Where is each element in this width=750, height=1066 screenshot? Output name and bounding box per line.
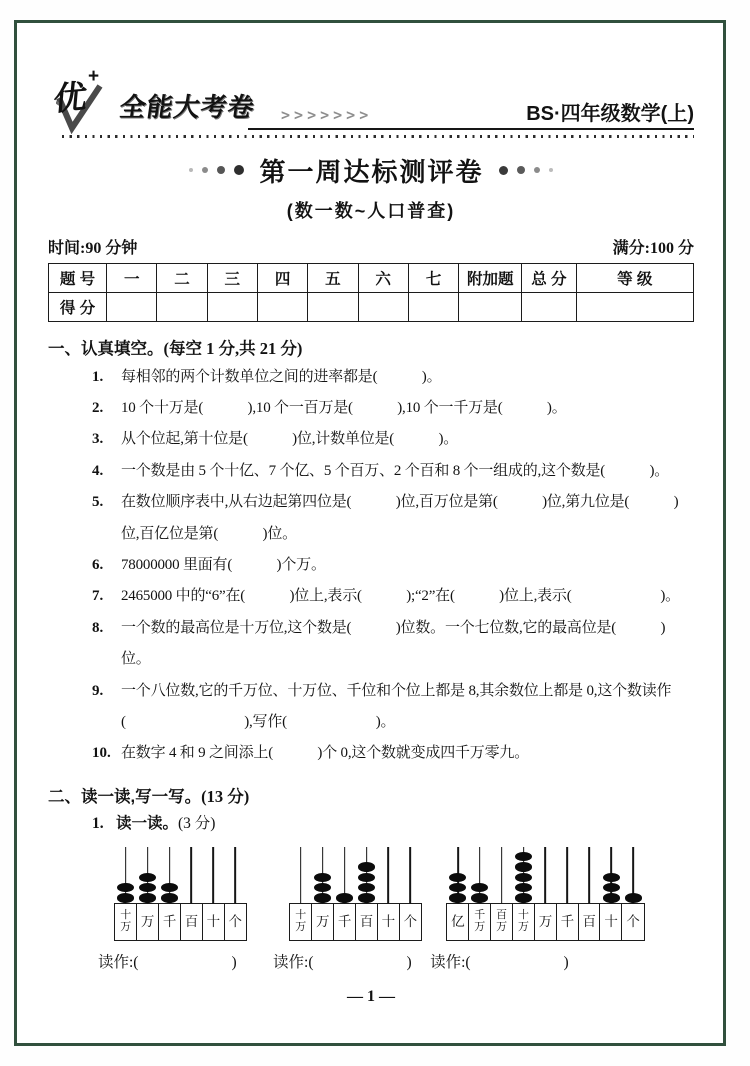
question-item xyxy=(48,393,694,424)
abacus-rod xyxy=(234,847,236,904)
question-text: 从个位起,第十位是( )位,计数单位是( )。 xyxy=(121,431,459,448)
question-text: 78000000 里面有( )个万。 xyxy=(121,557,326,574)
place-value-label: 千 xyxy=(158,903,182,941)
abacus-rod xyxy=(588,847,590,904)
abacus-column xyxy=(202,847,226,941)
score-empty-cell xyxy=(522,292,576,321)
place-value-label: 万 xyxy=(534,903,558,941)
page-header xyxy=(48,66,694,128)
score-table-column-header: 附加题 xyxy=(459,263,522,292)
section-2-heading: 二、读一读,写一写。(13 分) xyxy=(48,786,250,806)
score-empty-cell xyxy=(157,292,207,321)
question-number: 4. xyxy=(92,462,104,479)
abacus-bead xyxy=(358,873,375,883)
abacus-column xyxy=(377,847,401,941)
abacus-diagram xyxy=(273,847,422,972)
test-title: 第一周达标测评卷 xyxy=(259,156,484,187)
question-number: 8. xyxy=(92,619,104,636)
edition-label: BS·四年级数学(上) xyxy=(526,103,694,125)
abacus-column xyxy=(180,847,204,941)
logo-character: 优 xyxy=(51,77,89,118)
question-item xyxy=(48,487,694,550)
abacus-column xyxy=(224,847,248,941)
score-table-column-header: 三 xyxy=(207,263,257,292)
score-table-header-row xyxy=(49,263,694,292)
abacus-bead xyxy=(117,893,134,903)
abacus-rod xyxy=(545,847,547,904)
place-value-label: 百 xyxy=(355,903,379,941)
test-subtitle: (数一数~人口普查) xyxy=(286,200,456,221)
question-number: 3. xyxy=(92,431,104,448)
abacus-column xyxy=(512,847,536,941)
question-item xyxy=(48,456,694,487)
section-2-subquestion-heading: 1. 读一读。(3 分) xyxy=(92,814,216,832)
place-value-label: 十 万 xyxy=(512,903,536,941)
abacus-column xyxy=(490,847,514,941)
score-empty-cell xyxy=(576,292,694,321)
place-value-label: 个 xyxy=(621,903,645,941)
brand-logo xyxy=(48,66,114,128)
place-value-label: 千 xyxy=(333,903,357,941)
place-value-label: 十 万 xyxy=(114,903,138,941)
test-title-row xyxy=(48,152,694,189)
abacus-rod xyxy=(567,847,569,904)
place-value-label: 亿 xyxy=(446,903,470,941)
score-table-column-header: 二 xyxy=(157,263,207,292)
place-value-label: 万 xyxy=(136,903,160,941)
read-as-blank: 读作:( ) xyxy=(98,953,237,971)
score-empty-cell xyxy=(459,292,522,321)
place-value-label: 百 万 xyxy=(490,903,514,941)
abacus-bead xyxy=(314,883,331,893)
place-value-label: 个 xyxy=(224,903,248,941)
abacus-column xyxy=(446,847,470,941)
abacus-column xyxy=(136,847,160,941)
abacus-bead xyxy=(139,883,156,893)
abacus-diagram xyxy=(98,847,247,972)
place-value-label: 个 xyxy=(399,903,423,941)
question-text: 一个数的最高位是十万位,这个数是( )位数。一个七位数,它的最高位是( )位。 xyxy=(121,619,666,668)
question-text: 2465000 中的“6”在( )位上,表示( );“2”在( )位上,表示( )。 xyxy=(121,588,680,605)
abacus-bead xyxy=(139,893,156,903)
series-title: 全能大考卷 xyxy=(117,92,257,122)
score-table-column-header: 等 级 xyxy=(576,263,694,292)
score-empty-cell xyxy=(308,292,358,321)
abacus-bead xyxy=(358,883,375,893)
abacus-bead xyxy=(603,873,620,883)
place-value-label: 千 xyxy=(556,903,580,941)
score-empty-cell xyxy=(257,292,307,321)
question-item xyxy=(48,738,694,769)
question-item xyxy=(48,676,694,739)
score-empty-cell xyxy=(107,292,157,321)
title-dots-right xyxy=(499,166,553,175)
section-1-heading: 一、认真填空。(每空 1 分,共 21 分) xyxy=(48,338,303,358)
abacus-column xyxy=(114,847,138,941)
abacus-columns xyxy=(289,847,422,941)
question-number: 6. xyxy=(92,557,104,574)
abacus-bead xyxy=(449,873,466,883)
score-table-corner-cell: 题 号 xyxy=(49,263,107,292)
chevron-arrows-icon: >>>>>>> xyxy=(281,106,373,124)
abacus-bead xyxy=(314,893,331,903)
abacus-diagram xyxy=(430,847,645,972)
abacus-bead xyxy=(358,893,375,903)
abacus-rod xyxy=(388,847,390,904)
abacus-bead xyxy=(449,883,466,893)
abacus-rod xyxy=(191,847,193,904)
place-value-label: 百 xyxy=(180,903,204,941)
question-number: 10. xyxy=(92,745,111,762)
score-table-score-row xyxy=(49,292,694,321)
score-empty-cell xyxy=(408,292,458,321)
place-value-label: 十 xyxy=(202,903,226,941)
question-number: 2. xyxy=(92,400,104,416)
question-number: 9. xyxy=(92,682,104,699)
score-empty-cell xyxy=(207,292,257,321)
question-item xyxy=(48,424,694,455)
question-text: 每相邻的两个计数单位之间的进率都是( )。 xyxy=(121,368,442,385)
abacus-column xyxy=(399,847,423,941)
question-item xyxy=(48,550,694,581)
abacus-column xyxy=(311,847,335,941)
abacus-columns xyxy=(114,847,247,941)
question-number: 5. xyxy=(92,494,104,511)
abacus-diagrams-row xyxy=(48,847,694,972)
question-number: 7. xyxy=(92,588,104,605)
meta-row xyxy=(48,235,694,258)
abacus-bead xyxy=(515,883,532,893)
question-text: 10 个十万是( ),10 个一百万是( ),10 个一千万是( )。 xyxy=(121,400,567,416)
abacus-bead xyxy=(515,893,532,903)
abacus-bead xyxy=(358,862,375,872)
abacus-column xyxy=(556,847,580,941)
read-as-blank: 读作:( ) xyxy=(430,953,569,971)
question-number: 1. xyxy=(92,368,104,385)
question-text: 在数位顺序表中,从右边起第四位是( )位,百万位是第( )位,第九位是( )位,百亿位是第( )位。 xyxy=(121,494,679,542)
score-table-column-header: 七 xyxy=(408,263,458,292)
score-table xyxy=(48,263,694,322)
abacus-column xyxy=(158,847,182,941)
score-table-column-header: 五 xyxy=(308,263,358,292)
abacus-rod xyxy=(409,847,411,904)
question-item xyxy=(48,362,694,393)
place-value-label: 百 xyxy=(578,903,602,941)
header-rule xyxy=(248,128,694,130)
abacus-column xyxy=(333,847,357,941)
score-table-column-header: 六 xyxy=(358,263,408,292)
abacus-bead xyxy=(161,893,178,903)
abacus-column xyxy=(534,847,558,941)
score-table-column-header: 总 分 xyxy=(522,263,576,292)
question-text: 在数字 4 和 9 之间添上( )个 0,这个数就变成四千万零九。 xyxy=(121,745,529,762)
time-limit-label: 时间:90 分钟 xyxy=(48,239,138,257)
score-row-label: 得 分 xyxy=(49,292,107,321)
abacus-bead xyxy=(603,893,620,903)
abacus-column xyxy=(578,847,602,941)
place-value-label: 十 xyxy=(377,903,401,941)
abacus-bead xyxy=(314,873,331,883)
score-empty-cell xyxy=(358,292,408,321)
abacus-column xyxy=(289,847,313,941)
question-item xyxy=(48,613,694,676)
full-score-label: 满分:100 分 xyxy=(612,239,694,257)
abacus-rod xyxy=(300,847,302,904)
abacus-rod xyxy=(501,847,503,904)
page-border-frame xyxy=(14,20,726,1046)
title-dots-left xyxy=(189,165,244,175)
abacus-column xyxy=(468,847,492,941)
logo-plus-sign: + xyxy=(88,66,100,87)
page-content xyxy=(20,26,720,1040)
abacus-bead xyxy=(336,893,353,903)
abacus-bead xyxy=(139,873,156,883)
question-text: 一个数是由 5 个十亿、7 个亿、5 个百万、2 个百和 8 个一组成的,这个数是( )。 xyxy=(121,462,670,479)
header-dotted-rule xyxy=(62,135,694,138)
abacus-bead xyxy=(515,873,532,883)
abacus-bead xyxy=(471,883,488,893)
abacus-bead xyxy=(625,893,642,903)
abacus-column xyxy=(621,847,645,941)
page-number: — 1 — xyxy=(347,987,395,1005)
abacus-bead xyxy=(161,883,178,893)
abacus-bead xyxy=(117,883,134,893)
score-table-column-header: 一 xyxy=(107,263,157,292)
section-1-questions xyxy=(48,362,694,770)
score-table-column-header: 四 xyxy=(257,263,307,292)
question-text: 一个八位数,它的千万位、十万位、千位和个位上都是 8,其余数位上都是 0,这个数读作( ),写作( )。 xyxy=(121,682,672,731)
read-as-blank: 读作:( ) xyxy=(273,953,412,971)
abacus-column xyxy=(355,847,379,941)
place-value-label: 万 xyxy=(311,903,335,941)
place-value-label: 十 xyxy=(599,903,623,941)
question-item xyxy=(48,581,694,612)
abacus-bead xyxy=(471,893,488,903)
place-value-label: 千 万 xyxy=(468,903,492,941)
abacus-column xyxy=(599,847,623,941)
abacus-bead xyxy=(449,893,466,903)
abacus-columns xyxy=(446,847,645,941)
abacus-rod xyxy=(213,847,215,904)
abacus-bead xyxy=(603,883,620,893)
abacus-bead xyxy=(515,862,532,872)
abacus-bead xyxy=(515,852,532,862)
place-value-label: 十 万 xyxy=(289,903,313,941)
